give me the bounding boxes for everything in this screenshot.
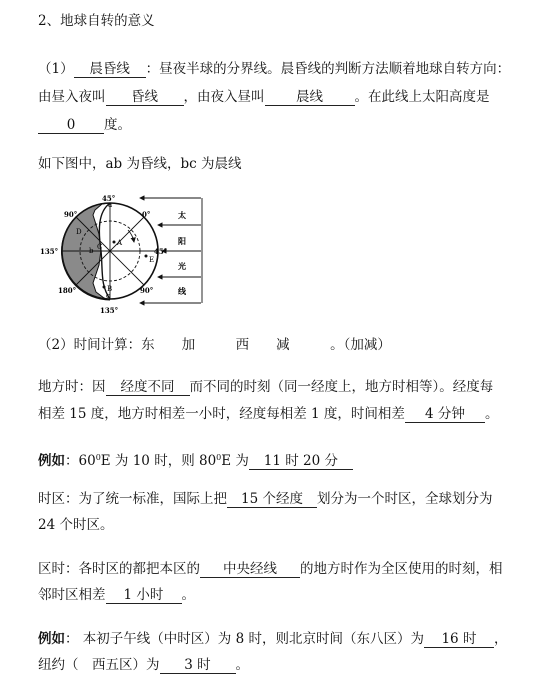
text: ：昼夜半球的分界线。晨昏线的判断方法顺着地球自转方向：	[145, 61, 511, 77]
answer-longitude: 经度不同	[106, 379, 190, 396]
time-calc-line: （2）时间计算：东 加 西 减 。（加减）	[38, 337, 391, 353]
point-B: B	[107, 285, 113, 293]
answer-zone-width: 15 个经度	[227, 491, 317, 508]
answer-minutes: 4 分钟	[405, 406, 485, 423]
example-1	[38, 449, 353, 470]
example-2-line-2	[38, 656, 249, 674]
item-number: （1）	[38, 61, 74, 77]
text: 相差 15 度，地方时相差一小时，经度每相差 1 度，时间相差	[38, 406, 405, 422]
answer-example-1: 11 时 20 分	[249, 453, 353, 470]
sup: 0	[216, 453, 222, 462]
text: 区时：各时区的都把本区的	[38, 561, 200, 577]
point-C: C	[97, 243, 103, 251]
label-45-top: 45°	[102, 194, 116, 203]
section-heading: 2、地球自转的意义	[38, 13, 155, 29]
label-135-bottom: 135°	[100, 306, 119, 315]
text: 由昼入夜叫	[38, 89, 106, 105]
text: ，	[493, 631, 508, 647]
text: 划分为一个时区，全球划分为	[317, 491, 493, 507]
sun-char-3: 光	[178, 261, 186, 271]
text: E 为 10 时，则 80	[100, 453, 217, 469]
answer-newyork-time: 3 时	[160, 657, 236, 674]
terminator-line-3	[38, 116, 131, 134]
label-45-right: 45°	[154, 247, 168, 256]
point-D: D	[76, 228, 82, 236]
point-c: c	[106, 292, 110, 300]
text: 邻时区相差	[38, 587, 106, 603]
answer-zone-diff: 1 小时	[106, 587, 182, 604]
time-zone-line-2: 24 个时区。	[38, 517, 114, 533]
example-label: 例如	[38, 453, 65, 469]
text: ：60	[65, 453, 96, 469]
diagram-intro: 如下图中，ab 为昏线，bc 为晨线	[38, 156, 242, 172]
text: ，由夜入昼叫	[183, 89, 265, 105]
label-90-left: 90°	[64, 210, 78, 219]
text: 。	[181, 587, 195, 603]
text: ： 本初子午线（中时区）为 8 时，则北京时间（东八区）为	[65, 631, 424, 647]
text: 的地方时作为全区使用的时刻，相	[300, 561, 503, 577]
answer-terminator: 晨昏线	[74, 61, 146, 78]
point-A: A	[117, 239, 123, 247]
answer-dawn-line: 晨线	[265, 89, 355, 106]
time-zone-line-1	[38, 490, 493, 508]
terminator-line-2	[38, 88, 490, 106]
local-time-line-1	[38, 378, 493, 396]
label-180: 180°	[58, 286, 77, 295]
text: 纽约（ 西五区）为	[38, 657, 160, 673]
answer-dusk-line: 昏线	[106, 89, 184, 106]
terminator-line-1	[38, 60, 510, 78]
text: 地方时：因	[38, 379, 106, 395]
sun-char-2: 阳	[178, 236, 186, 246]
example-2-line-1	[38, 630, 507, 648]
text: 。在此线上太阳高度是	[354, 89, 490, 105]
answer-sun-altitude: 0	[38, 117, 104, 134]
zone-time-line-2	[38, 586, 195, 604]
label-90-right: 90°	[140, 286, 154, 295]
sun-char-4: 线	[178, 286, 186, 296]
zone-time-line-1	[38, 560, 503, 578]
text: 度。	[104, 117, 131, 133]
label-0: 0°	[142, 210, 151, 219]
sun-char-1: 太	[178, 210, 186, 220]
label-135-left: 135°	[40, 247, 59, 256]
example-label: 例如	[38, 631, 65, 647]
sup: 0	[95, 453, 101, 462]
answer-beijing-time: 16 时	[424, 631, 494, 648]
text: 。	[235, 657, 249, 673]
point-E: E	[149, 256, 155, 264]
local-time-line-2	[38, 405, 498, 423]
text: 而不同的时刻（同一经度上，地方时相等）。经度每	[189, 379, 494, 395]
text: E 为	[221, 453, 249, 469]
point-b: b	[89, 247, 94, 255]
answer-central-meridian: 中央经线	[200, 561, 300, 578]
point-a: a	[108, 201, 113, 209]
text: 时区：为了统一标准，国际上把	[38, 491, 227, 507]
earth-rotation-diagram	[36, 190, 226, 318]
text: 。	[484, 406, 499, 422]
